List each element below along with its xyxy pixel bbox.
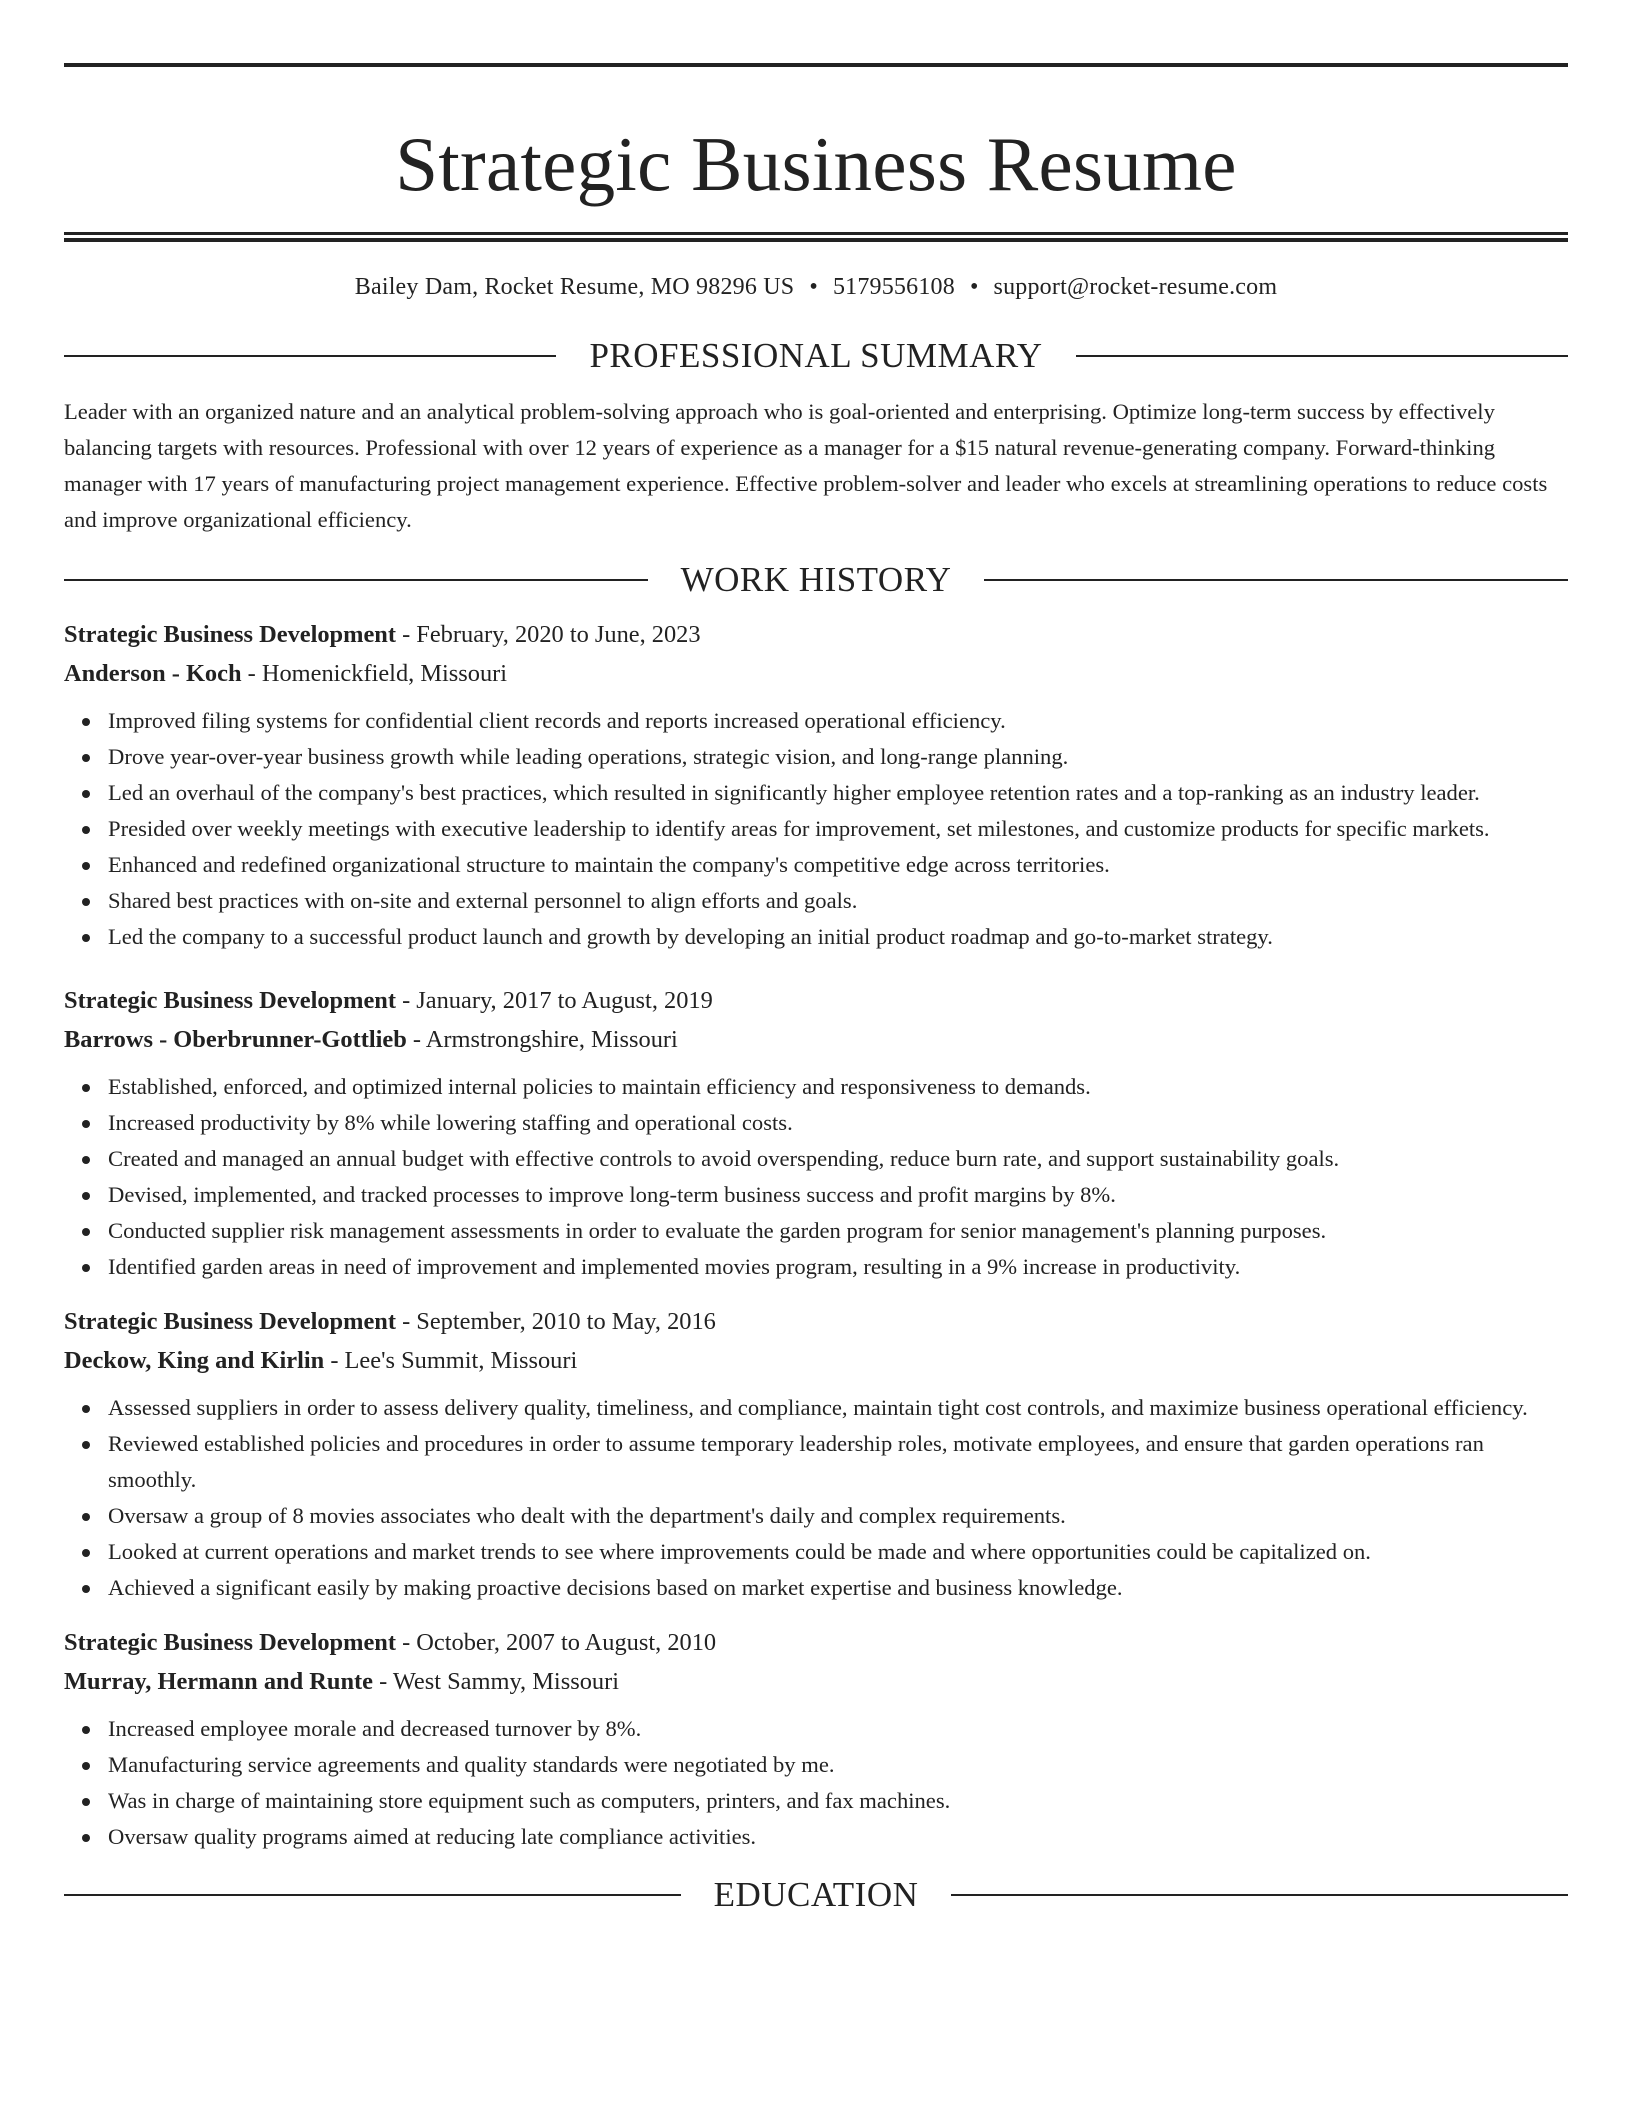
job-location: - Lee's Summit, Missouri (324, 1347, 578, 1374)
job-bullet: Drove year-over-year business growth while leading operations, strategic vision, and long-range planning. (108, 739, 1568, 775)
section-title: EDUCATION (713, 1875, 919, 1914)
resume-title: Strategic Business Resume (395, 121, 1237, 207)
job-bullet: Presided over weekly meetings with executive leadership to identify areas for improvement, set milestones, and customize products for specific markets. (108, 811, 1568, 847)
job-bullet: Shared best practices with on-site and external personnel to align efforts and goals. (108, 883, 1568, 919)
job-company: Deckow, King and Kirlin (64, 1347, 325, 1374)
job-bullet: Increased employee morale and decreased turnover by 8%. (108, 1711, 1568, 1747)
job-bullet: Established, enforced, and optimized internal policies to maintain efficiency and responsiveness to demands. (108, 1069, 1568, 1105)
section-title: WORK HISTORY (680, 560, 952, 599)
section-heading-summary (64, 335, 1568, 377)
job-bullet: Assessed suppliers in order to assess delivery quality, timeliness, and compliance, maintain tight cost controls, and maximize business operational efficiency. (108, 1390, 1568, 1426)
job-bullet: Oversaw quality programs aimed at reducing late compliance activities. (108, 1819, 1568, 1855)
contact-separator: • (809, 274, 818, 300)
heading-rule (64, 355, 556, 357)
job-bullet: Created and managed an annual budget with effective controls to avoid overspending, reduce burn rate, and support sustainability goals. (108, 1141, 1568, 1177)
job-bullet: Reviewed established policies and procedures in order to assume temporary leadership roles, motivate employees, and ensure that garden operations ran smoothly. (108, 1426, 1568, 1498)
job-title-line (64, 981, 1568, 1020)
heading-rule (64, 579, 648, 581)
job-dates: - October, 2007 to August, 2010 (395, 1629, 717, 1656)
title-double-rule (64, 232, 1568, 242)
contact-line (64, 272, 1568, 302)
job-bullet: Increased productivity by 8% while lowering staffing and operational costs. (108, 1105, 1568, 1141)
job-bullet: Oversaw a group of 8 movies associates who dealt with the department's daily and complex requirements. (108, 1498, 1568, 1534)
section-heading-education (64, 1874, 1568, 1916)
job-company-line (64, 1341, 1568, 1380)
job-company-line (64, 654, 1568, 693)
job-title-line (64, 1302, 1568, 1341)
section-heading-work-history (64, 559, 1568, 601)
job-dates: - February, 2020 to June, 2023 (395, 621, 701, 648)
job-bullet: Led the company to a successful product launch and growth by developing an initial product roadmap and go-to-market strategy. (108, 919, 1568, 955)
heading-rule (64, 1894, 681, 1896)
job-company-line (64, 1020, 1568, 1059)
job-title-line (64, 615, 1568, 654)
heading-rule (984, 579, 1568, 581)
job-company: Murray, Hermann and Runte (64, 1668, 373, 1695)
job-bullet: Achieved a significant easily by making proactive decisions based on market expertise and business knowledge. (108, 1570, 1568, 1606)
job-bullet-list (64, 1069, 1568, 1285)
job-company-line (64, 1662, 1568, 1701)
job-bullet: Devised, implemented, and tracked processes to improve long-term business success and profit margins by 8%. (108, 1177, 1568, 1213)
job-title: Strategic Business Development (64, 1308, 396, 1335)
job-bullet: Looked at current operations and market trends to see where improvements could be made and where opportunities could be capitalized on. (108, 1534, 1568, 1570)
contact-separator: • (969, 274, 979, 300)
job-title-line (64, 1623, 1568, 1662)
job-dates: - September, 2010 to May, 2016 (395, 1308, 716, 1335)
job-title: Strategic Business Development (64, 621, 396, 648)
heading-rule (1076, 355, 1568, 357)
job-bullet: Manufacturing service agreements and quality standards were negotiated by me. (108, 1747, 1568, 1783)
job-bullet-list (64, 703, 1568, 955)
job-bullet: Conducted supplier risk management assessments in order to evaluate the garden program for senior management's planning purposes. (108, 1213, 1568, 1249)
section-title: PROFESSIONAL SUMMARY (589, 336, 1043, 375)
heading-rule (951, 1894, 1568, 1896)
job-bullet: Identified garden areas in need of improvement and implemented movies program, resulting in a 9% increase in productivity. (108, 1249, 1568, 1285)
summary-text: Leader with an organized nature and an analytical problem-solving approach who is goal-oriented and enterprising. Optimize long-term success by effectively balancing targets with resources. Professional with over 12 years of experience as a manager for a $15 natural revenue-generating company. Forward-thinking manager with 17 years of manufacturing project management experience. Effective problem-solver and leader who excels at streamlining operations to reduce costs and improve organizational efficiency. (64, 399, 1548, 532)
job-bullet-list (64, 1711, 1568, 1855)
resume-page (64, 0, 1568, 1916)
job-title: Strategic Business Development (64, 1629, 396, 1656)
job-bullet: Led an overhaul of the company's best practices, which resulted in significantly higher employee retention rates and a top-ranking as an industry leader. (108, 775, 1568, 811)
job-entry (64, 615, 1568, 955)
work-history-list (64, 615, 1568, 1855)
job-location: - Armstrongshire, Missouri (406, 1026, 678, 1053)
job-title: Strategic Business Development (64, 987, 396, 1014)
job-company: Barrows - Oberbrunner-Gottlieb (64, 1026, 407, 1053)
job-bullet: Was in charge of maintaining store equipment such as computers, printers, and fax machines. (108, 1783, 1568, 1819)
job-dates: - January, 2017 to August, 2019 (395, 987, 713, 1014)
contact-address: Bailey Dam, Rocket Resume, MO 98296 US (354, 274, 795, 300)
job-entry (64, 1623, 1568, 1855)
job-bullet: Improved filing systems for confidential client records and reports increased operational efficiency. (108, 703, 1568, 739)
contact-email: support@rocket-resume.com (993, 274, 1278, 300)
job-location: - West Sammy, Missouri (372, 1668, 619, 1695)
top-rule (64, 63, 1568, 67)
job-location: - Homenickfield, Missouri (241, 660, 508, 687)
contact-phone: 5179556108 (832, 274, 955, 300)
job-entry (64, 1302, 1568, 1606)
job-entry (64, 981, 1568, 1285)
job-company: Anderson - Koch (64, 660, 242, 687)
job-bullet-list (64, 1390, 1568, 1606)
job-bullet: Enhanced and redefined organizational structure to maintain the company's competitive edge across territories. (108, 847, 1568, 883)
